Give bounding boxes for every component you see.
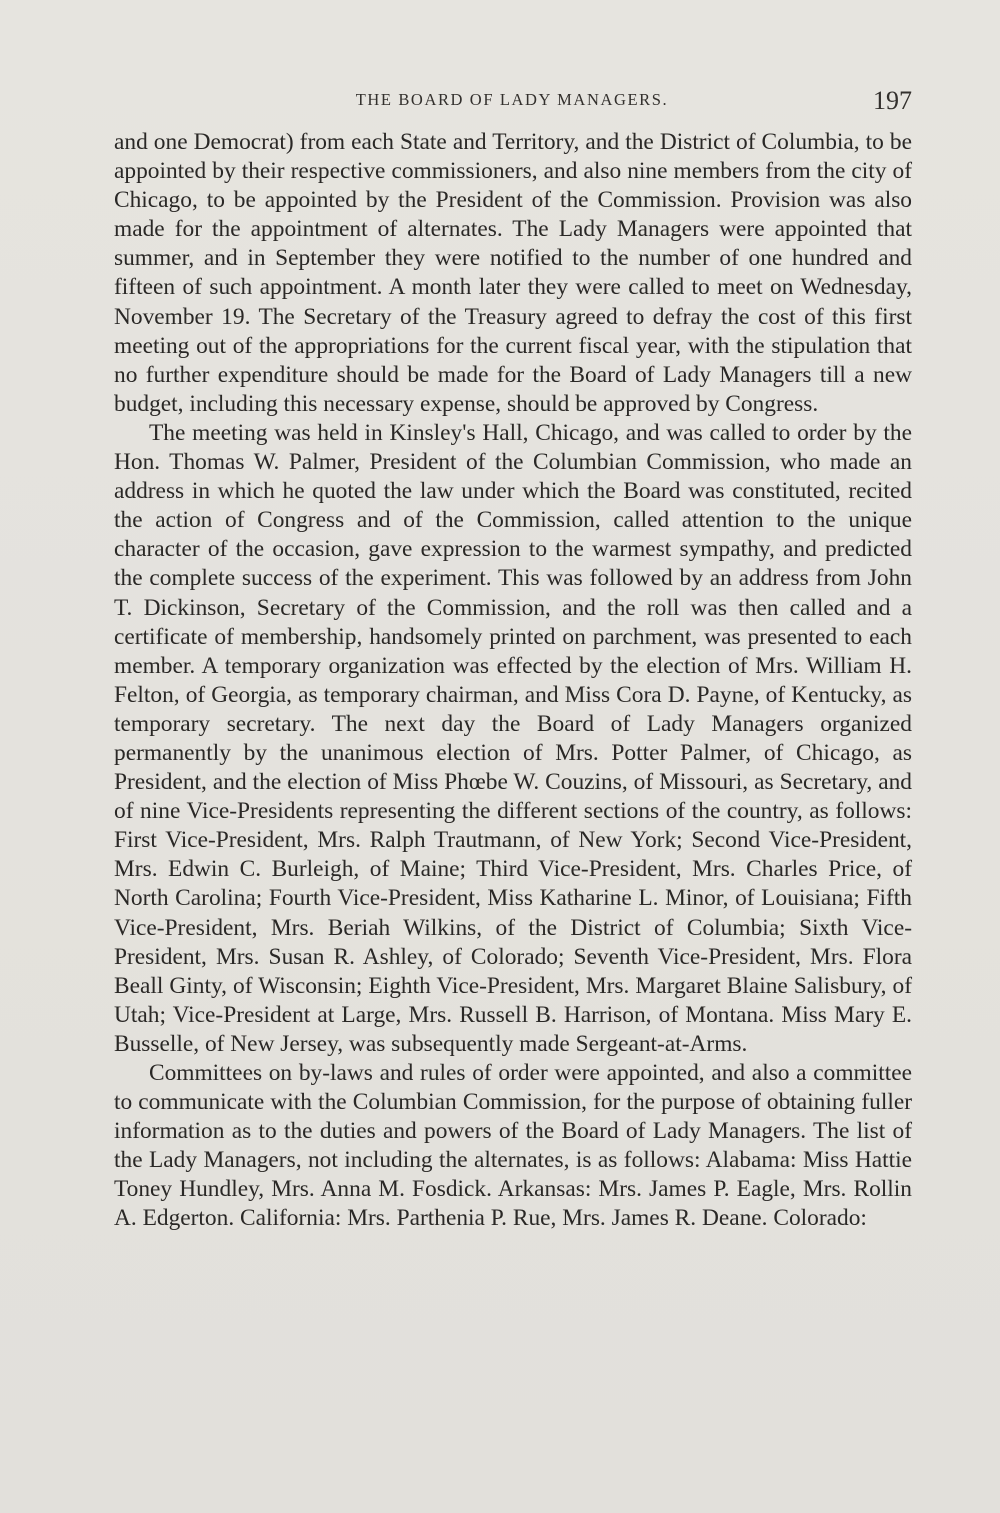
body-text <box>114 128 912 1234</box>
paragraph-committees: Committees on by-laws and rules of order were appointed, and also a committee to communicate with the Columbian Commission, for the purpose of obtaining fuller information as to the duties and powers of the Board of Lady Managers. The list of the Lady Managers, not including the alternates, is as follows: Alabama: Miss Hattie Toney Hundley, Mrs. Anna M. Fosdick. Arkansas: Mrs. James P. Eagle, Mrs. Rollin A. Edgerton. California: Mrs. Parthenia P. Rue, Mrs. James R. Deane. Colorado: <box>114 1060 912 1232</box>
running-title: THE BOARD OF LADY MANAGERS. <box>355 90 669 109</box>
paragraph-continued: and one Democrat) from each State and Territory, and the District of Columbia, to be appointed by their respective commissioners, and also nine members from the city of Chicago, to be appointed by the President of the Commission. Provision was also made for the appointment of alternates. The Lady Managers were appointed that summer, and in September they were notified to the number of one hundred and fifteen of such appointment. A month later they were called to meet on Wednesday, November 19. The Secretary of the Treasury agreed to defray the cost of this first meeting out of the appropriations for the current fiscal year, with the stipulation that no further expenditure should be made for the Board of Lady Managers till a new budget, including this necessary expense, should be approved by Congress. <box>114 129 912 417</box>
page-number: 197 <box>873 86 912 115</box>
paragraph-meeting: The meeting was held in Kinsley's Hall, Chicago, and was called to order by the Hon. Thomas W. Palmer, President of the Columbian Commission, who made an address in which he quoted the law under which the Board was constituted, recited the action of Congress and of the Commission, called attention to the unique character of the occasion, gave expression to the warmest sympathy, and predicted the complete success of the experiment. This was followed by an address from John T. Dickinson, Secretary of the Commission, and the roll was then called and a certificate of membership, handsomely printed on parchment, was presented to each member. A temporary organization was effected by the election of Mrs. William H. Felton, of Georgia, as temporary chairman, and Miss Cora D. Payne, of Kentucky, as temporary secretary. The next day the Board of Lady Managers organized permanently by the unanimous election of Mrs. Potter Palmer, of Chicago, as President, and the election of Miss Phœbe W. Couzins, of Missouri, as Secretary, and of nine Vice-Presidents representing the different sections of the country, as follows: First Vice-President, Mrs. Ralph Trautmann, of New York; Second Vice-President, Mrs. Edwin C. Burleigh, of Maine; Third Vice-President, Mrs. Charles Price, of North Carolina; Fourth Vice-President, Miss Katharine L. Minor, of Louisiana; Fifth Vice-President, Mrs. Beriah Wilkins, of the District of Columbia; Sixth Vice-President, Mrs. Susan R. Ashley, of Colorado; Seventh Vice-President, Mrs. Flora Beall Ginty, of Wisconsin; Eighth Vice-President, Mrs. Margaret Blaine Salisbury, of Utah; Vice-President at Large, Mrs. Russell B. Harrison, of Montana. Miss Mary E. Busselle, of New Jersey, was subsequently made Sergeant-at-Arms. <box>114 419 912 1057</box>
running-head <box>112 86 912 118</box>
